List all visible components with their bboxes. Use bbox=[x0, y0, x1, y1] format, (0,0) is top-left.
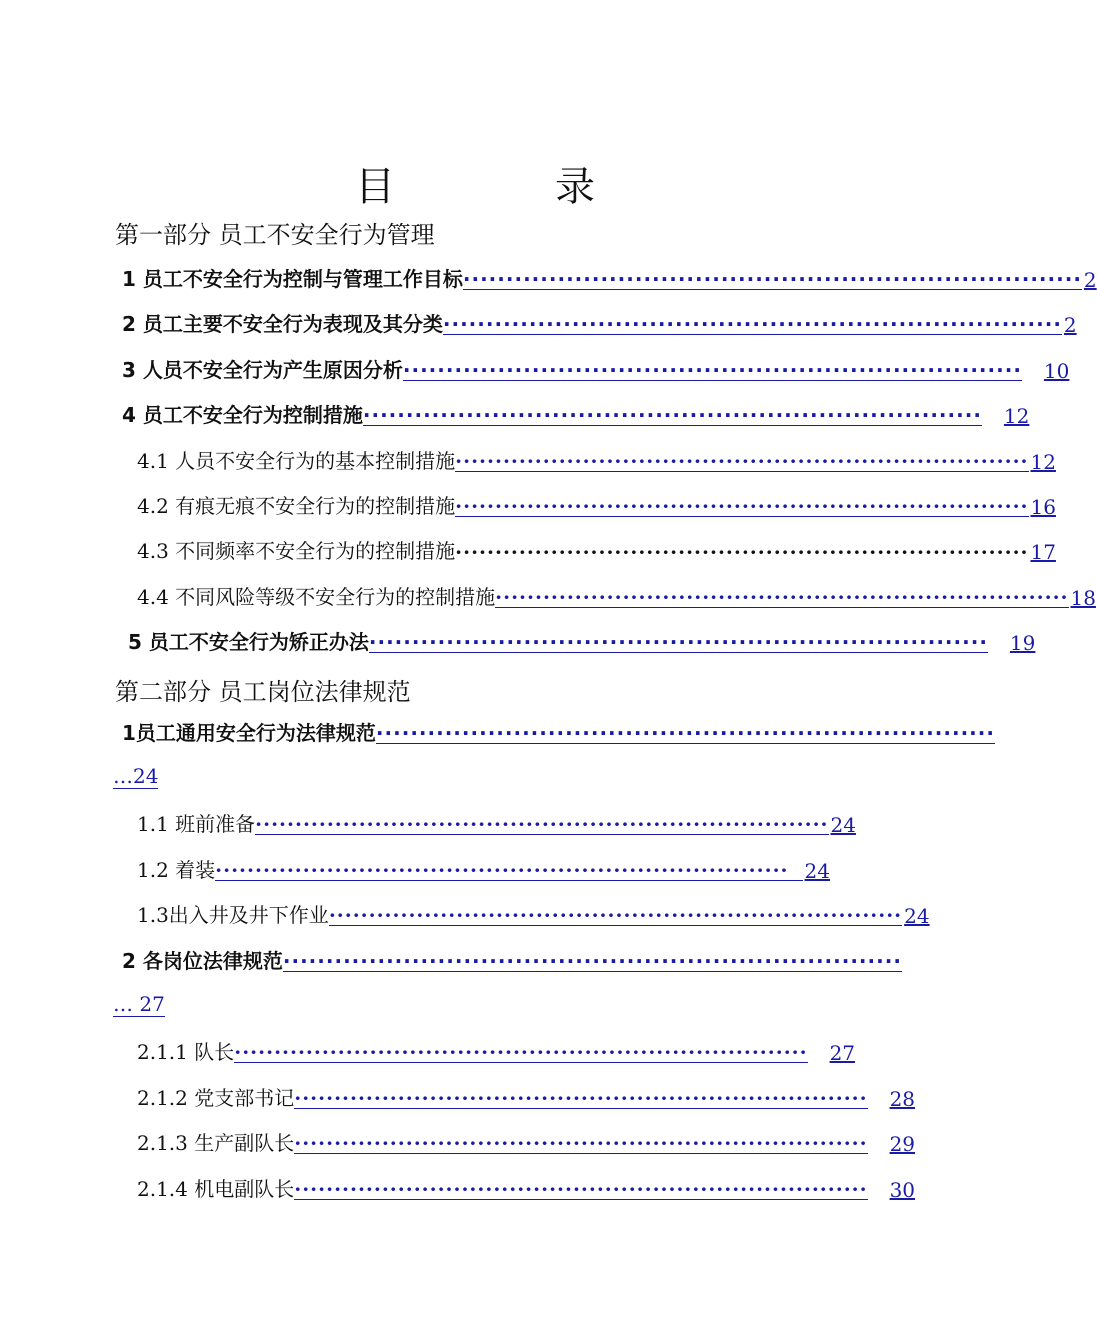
toc-page-link[interactable]: 28 bbox=[889, 1087, 916, 1111]
toc-entry[interactable] bbox=[137, 534, 1056, 564]
page-title: 目 录 bbox=[355, 164, 655, 210]
toc-entry[interactable] bbox=[137, 1172, 916, 1202]
toc-page-link[interactable]: …24 bbox=[113, 764, 159, 788]
toc-page-link[interactable]: 29 bbox=[889, 1132, 916, 1156]
toc-entry[interactable] bbox=[122, 716, 995, 746]
toc-page-link[interactable]: 30 bbox=[889, 1178, 916, 1202]
leader-dots: ········································································ bbox=[495, 585, 1069, 609]
toc-entry-label: 5 员工不安全行为矫正办法 bbox=[128, 630, 369, 654]
toc-page-link[interactable]: 2 bbox=[1083, 268, 1097, 292]
toc-entry[interactable] bbox=[122, 353, 1070, 383]
toc-entry-label: 2.1.3 生产副队长 bbox=[137, 1131, 295, 1155]
toc-page-link[interactable]: 12 bbox=[1003, 404, 1030, 428]
toc-entry-label: 1.1 班前准备 bbox=[137, 812, 256, 836]
toc-page-link[interactable]: 19 bbox=[1009, 631, 1036, 655]
toc-page-link[interactable]: … 27 bbox=[113, 992, 165, 1016]
toc-entry[interactable] bbox=[137, 1035, 856, 1065]
toc-page-link[interactable]: 18 bbox=[1070, 586, 1096, 610]
toc-entry[interactable] bbox=[122, 307, 1077, 337]
toc-page-link[interactable]: 17 bbox=[1030, 540, 1056, 564]
leader-dots: ········································································ bbox=[294, 1131, 868, 1155]
toc-entry-label: 1.3出入井及井下作业 bbox=[137, 903, 329, 927]
toc-entry[interactable] bbox=[137, 444, 1056, 474]
toc-page-link[interactable]: 24 bbox=[804, 859, 830, 883]
toc-entry[interactable] bbox=[122, 262, 1097, 292]
toc-page-link[interactable]: 27 bbox=[829, 1041, 856, 1065]
leader-dots: ········································································ bbox=[294, 1177, 868, 1201]
toc-entry-label: 4.1 人员不安全行为的基本控制措施 bbox=[137, 449, 456, 473]
leader-dots: ········································································ bbox=[462, 267, 1082, 291]
part-heading-1: 第一部分 员工不安全行为管理 bbox=[115, 221, 435, 249]
toc-entry[interactable] bbox=[137, 1081, 916, 1111]
part-heading-2: 第二部分 员工岗位法律规范 bbox=[115, 678, 411, 706]
toc-page-link[interactable]: 24 bbox=[904, 904, 930, 928]
toc-entry[interactable] bbox=[137, 489, 1056, 519]
leader-dots: ········································································ bbox=[455, 449, 1029, 473]
toc-entry-label: 1员工通用安全行为法律规范 bbox=[122, 721, 376, 745]
toc-entry-label: 2 员工主要不安全行为表现及其分类 bbox=[122, 312, 443, 336]
toc-entry-label: 4 员工不安全行为控制措施 bbox=[122, 403, 363, 427]
toc-entry[interactable] bbox=[137, 1126, 916, 1156]
toc-page-link[interactable]: 2 bbox=[1063, 313, 1077, 337]
toc-entry[interactable] bbox=[137, 807, 856, 837]
toc-entry[interactable] bbox=[137, 853, 830, 883]
toc-entry-label: 1.2 着装 bbox=[137, 858, 216, 882]
leader-dots: ········································································ bbox=[455, 494, 1029, 518]
toc-entry-label: 2 各岗位法律规范 bbox=[122, 949, 283, 973]
toc-entry-label: 2.1.2 党支部书记 bbox=[137, 1086, 295, 1110]
toc-entry[interactable] bbox=[137, 898, 930, 928]
leader-dots: ········································································ bbox=[294, 1086, 868, 1110]
toc-entry[interactable] bbox=[122, 944, 902, 974]
leader-dots: ········································································ bbox=[402, 358, 1022, 382]
leader-dots: ········································································ bbox=[442, 312, 1062, 336]
leader-dots: ········································································ bbox=[328, 903, 903, 927]
toc-entry-label: 3 人员不安全行为产生原因分析 bbox=[122, 358, 403, 382]
toc-entry-label: 2.1.1 队长 bbox=[137, 1040, 235, 1064]
leader-dots: ········································································ bbox=[368, 630, 988, 654]
leader-dots: ········································································ bbox=[375, 721, 995, 745]
toc-page-link[interactable]: 10 bbox=[1043, 359, 1070, 383]
toc-page-link[interactable]: 12 bbox=[1030, 450, 1056, 474]
toc-page-link[interactable]: 24 bbox=[830, 813, 856, 837]
leader-dots: ········································································ bbox=[282, 949, 902, 973]
leader-dots: ········································································ bbox=[215, 860, 802, 881]
leader-dots: ········································································ bbox=[234, 1040, 808, 1064]
toc-entry-label: 4.3 不同频率不安全行为的控制措施 bbox=[137, 539, 456, 563]
toc-entry-label: 1 员工不安全行为控制与管理工作目标 bbox=[122, 267, 463, 291]
toc-entry-label: 4.2 有痕无痕不安全行为的控制措施 bbox=[137, 494, 456, 518]
toc-entry[interactable] bbox=[122, 398, 1030, 428]
leader-dots: ········································································ bbox=[255, 812, 829, 836]
toc-entry-label: 2.1.4 机电副队长 bbox=[137, 1177, 295, 1201]
toc-entry-label: 4.4 不同风险等级不安全行为的控制措施 bbox=[137, 585, 496, 609]
toc-entry[interactable] bbox=[137, 580, 1096, 610]
toc-page-link[interactable]: 16 bbox=[1030, 495, 1056, 519]
leader-dots: ········································································ bbox=[455, 540, 1029, 564]
toc-entry[interactable] bbox=[128, 625, 1036, 655]
leader-dots: ········································································ bbox=[362, 403, 982, 427]
